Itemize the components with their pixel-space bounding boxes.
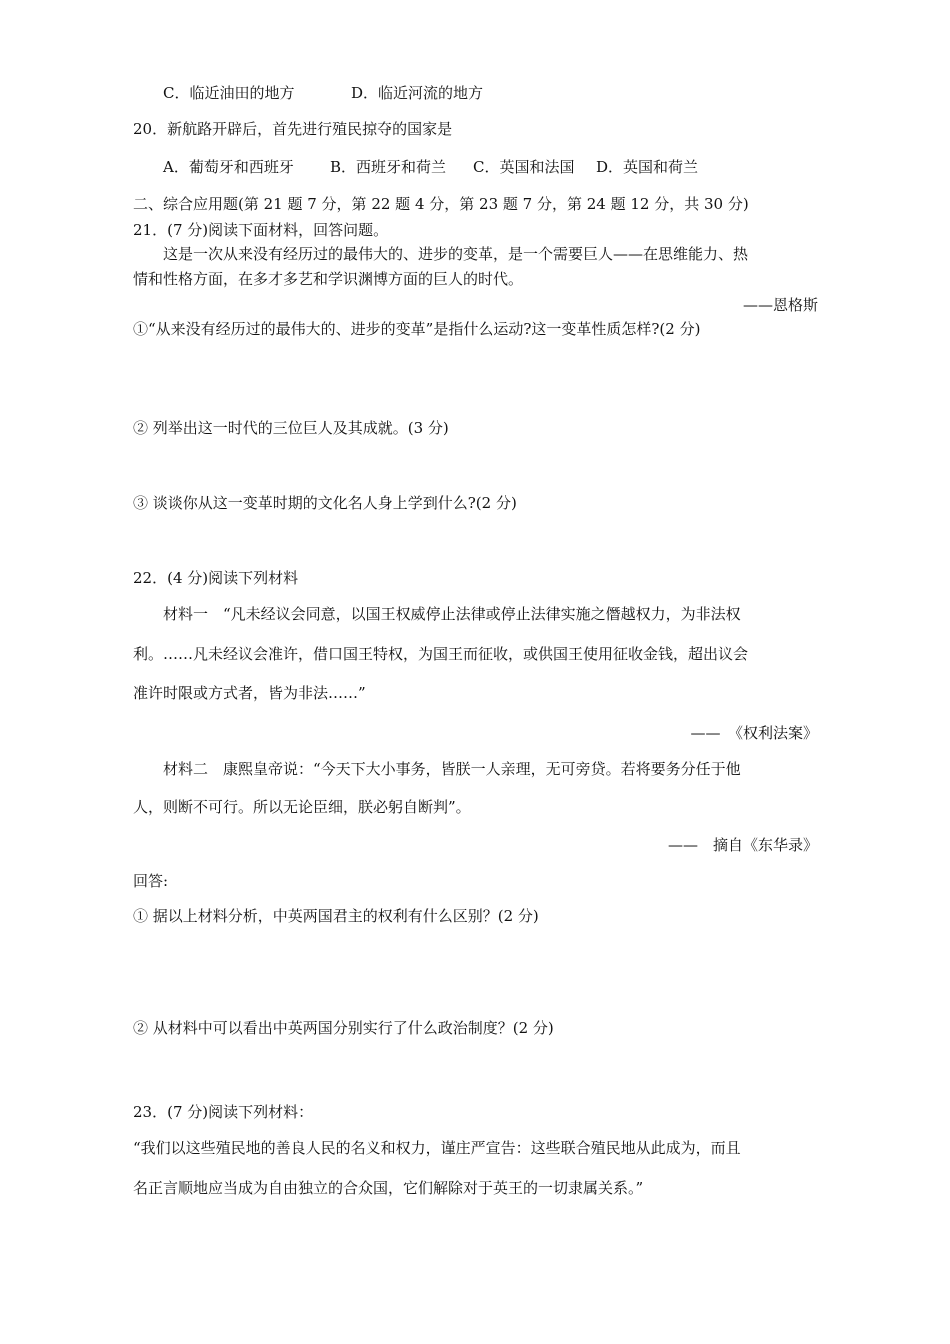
q21-material-line-2: 情和性格方面，在多才多艺和学识渊博方面的巨人的时代。 <box>133 270 524 288</box>
q23-material-line-1: “我们以这些殖民地的善良人民的名义和权力，谨庄严宣告：这些联合殖民地从此成为，而且 <box>133 1139 741 1157</box>
q22-subquestion-2: ② 从材料中可以看出中英两国分别实行了什么政治制度？(2 分) <box>133 1019 554 1037</box>
q20-option-d: D．英国和荷兰 <box>596 158 699 176</box>
q21-stem: 21．(7 分)阅读下面材料，回答问题。 <box>133 221 389 239</box>
q21-source: ——恩格斯 <box>742 296 818 314</box>
q22-subquestion-1: ① 据以上材料分析，中英两国君主的权利有什么区别？(2 分) <box>133 907 539 925</box>
q21-material-line-1: 这是一次从来没有经历过的最伟大的、进步的变革，是一个需要巨人——在思维能力、热 <box>163 245 749 263</box>
q21-subquestion-1: ①“从来没有经历过的最伟大的、进步的变革”是指什么运动?这一变革性质怎样?(2 分) <box>133 320 701 338</box>
q22-answer-label: 回答: <box>133 872 169 890</box>
q20-option-c: C．英国和法国 <box>473 158 575 176</box>
q22-material2-source: —— 摘自《东华录》 <box>667 836 818 854</box>
q19-option-d: D．临近河流的地方 <box>351 84 484 102</box>
q22-material1-line-3: 准许时限或方式者，皆为非法……” <box>133 684 366 702</box>
q22-material2-line-2: 人，则断不可行。所以无论臣细，朕必躬自断判”。 <box>133 798 471 816</box>
q22-material1-line-1: 材料一 “凡未经议会同意，以国王权威停止法律或停止法律实施之僭越权力，为非法权 <box>163 605 741 623</box>
section-heading: 二、综合应用题(第 21 题 7 分，第 22 题 4 分，第 23 题 7 分，第 24 题 12 分，共 30 分) <box>133 195 749 213</box>
q23-material-line-2: 名正言顺地应当成为自由独立的合众国，它们解除对于英王的一切隶属关系。” <box>133 1179 644 1197</box>
q22-material1-line-2: 利。……凡未经议会准许，借口国王特权，为国王而征收，或供国王使用征收金钱，超出议会 <box>133 645 749 663</box>
q22-stem: 22．(4 分)阅读下列材料 <box>133 569 299 587</box>
q22-material1-source: —— 《权利法案》 <box>690 724 818 742</box>
q21-subquestion-3: ③ 谈谈你从这一变革时期的文化名人身上学到什么?(2 分) <box>133 494 517 512</box>
q20-option-a: A．葡萄牙和西班牙 <box>163 158 294 176</box>
q20-option-b: B．西班牙和荷兰 <box>330 158 447 176</box>
q22-material2-line-1: 材料二 康熙皇帝说：“今天下大小事务，皆朕一人亲理，无可旁贷。若将要务分任于他 <box>163 760 741 778</box>
q23-stem: 23．(7 分)阅读下列材料： <box>133 1103 314 1121</box>
q20-stem: 20．新航路开辟后，首先进行殖民掠夺的国家是 <box>133 120 453 138</box>
q21-subquestion-2: ② 列举出这一时代的三位巨人及其成就。(3 分) <box>133 419 449 437</box>
q19-option-c: C．临近油田的地方 <box>163 84 295 102</box>
